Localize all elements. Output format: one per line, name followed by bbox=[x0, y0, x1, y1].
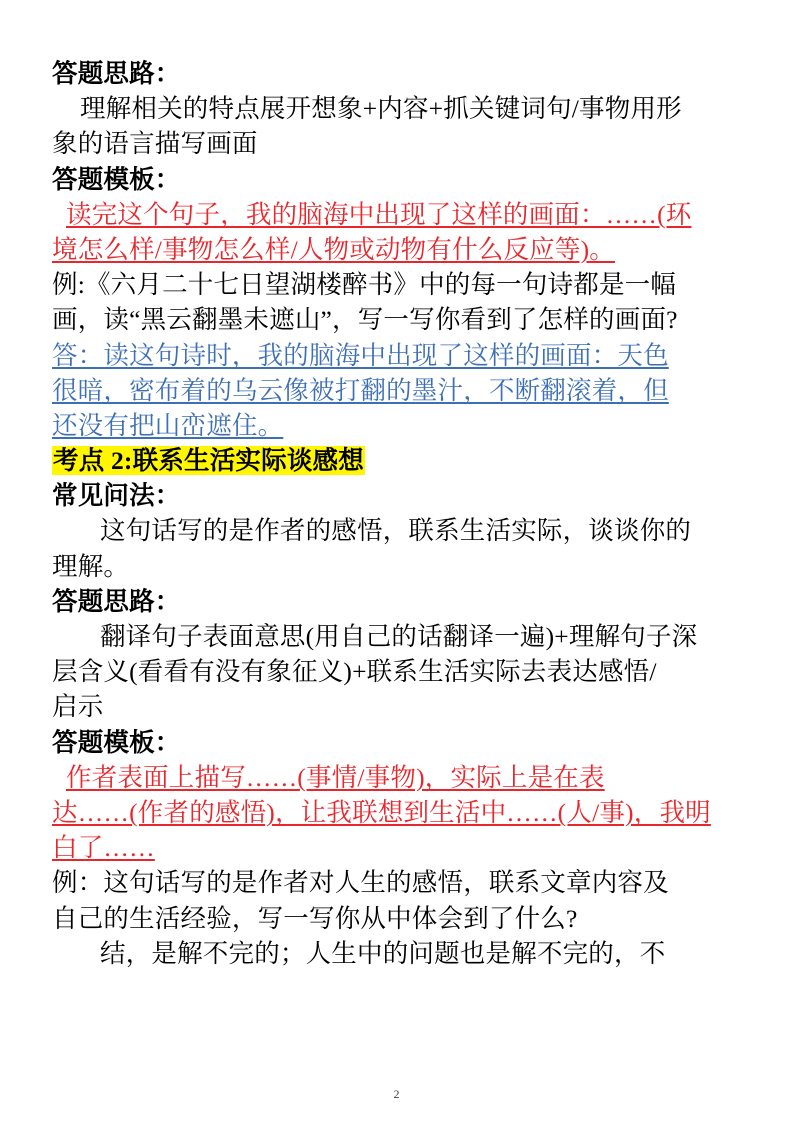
paragraph-body-8: 结，是解不完的；人生中的问题也是解不完的，不 bbox=[100, 938, 666, 968]
paragraph-body-2: 象的语言描写画面 bbox=[52, 129, 258, 159]
paragraph-answer-blue-1: 答：读这句诗时，我的脑海中出现了这样的画面：天色 bbox=[52, 340, 669, 370]
paragraph-body-5: 翻译句子表面意思(用自己的话翻译一遍)+理解句子深 bbox=[100, 622, 698, 651]
paragraph-body-1: 理解相关的特点展开想象+内容+抓关键词句/事物用形 bbox=[80, 94, 682, 124]
paragraph-template-red-5: 白了…… bbox=[52, 833, 155, 863]
paragraph-answer-blue-3: 还没有把山峦遮住。 bbox=[52, 410, 284, 440]
paragraph-answer-blue-2: 很暗，密布着的乌云像被打翻的墨汁，不断翻滚着，但 bbox=[52, 375, 669, 405]
paragraph-body-7: 启示 bbox=[52, 692, 104, 722]
paragraph-heading-answer-approach-2: 答题思路： bbox=[52, 586, 181, 616]
paragraph-example-2a: 例：这句话写的是作者对人生的感悟，联系文章内容及 bbox=[52, 868, 669, 898]
paragraph-template-red-1: 读完这个句子，我的脑海中出现了这样的画面：……(环 bbox=[66, 199, 692, 229]
paragraph-template-red-3: 作者表面上描写……(事情/事物)，实际上是在表 bbox=[66, 762, 605, 792]
document-body bbox=[52, 56, 741, 971]
paragraph-heading-common-question: 常见问法： bbox=[52, 481, 181, 511]
paragraph-template-red-2: 境怎么样/事物怎么样/人物或动物有什么反应等)。 bbox=[52, 234, 615, 264]
paragraph-example-1a: 例:《六月二十七日望湖楼醉书》中的每一句诗都是一幅 bbox=[52, 270, 677, 300]
paragraph-heading-answer-approach-1: 答题思路： bbox=[52, 59, 181, 88]
section-heading-highlighted bbox=[52, 443, 741, 478]
paragraph-heading-answer-template-2: 答题模板： bbox=[52, 727, 181, 757]
paragraph-heading-answer-template-1: 答题模板： bbox=[52, 164, 181, 194]
paragraph-body-3: 这句话写的是作者的感悟，联系生活实际，谈谈你的 bbox=[100, 516, 692, 546]
paragraph-example-1b: 画，读“黑云翻墨未遮山”，写一写你看到了怎样的画面? bbox=[52, 305, 678, 335]
paragraph-body-4: 理解。 bbox=[52, 551, 130, 581]
page-number: 2 bbox=[393, 1087, 400, 1101]
paragraph-body-6: 层含义(看看有没有象征义)+联系生活实际去表达感悟/ bbox=[52, 657, 657, 687]
highlight-text: 考点 2:联系生活实际谈感想 bbox=[53, 446, 364, 476]
paragraph-example-2b: 自己的生活经验，写一写你从中体会到了什么? bbox=[52, 903, 578, 933]
paragraph-template-red-4: 达……(作者的感悟)，让我联想到生活中……(人/事)，我明 bbox=[52, 797, 711, 827]
